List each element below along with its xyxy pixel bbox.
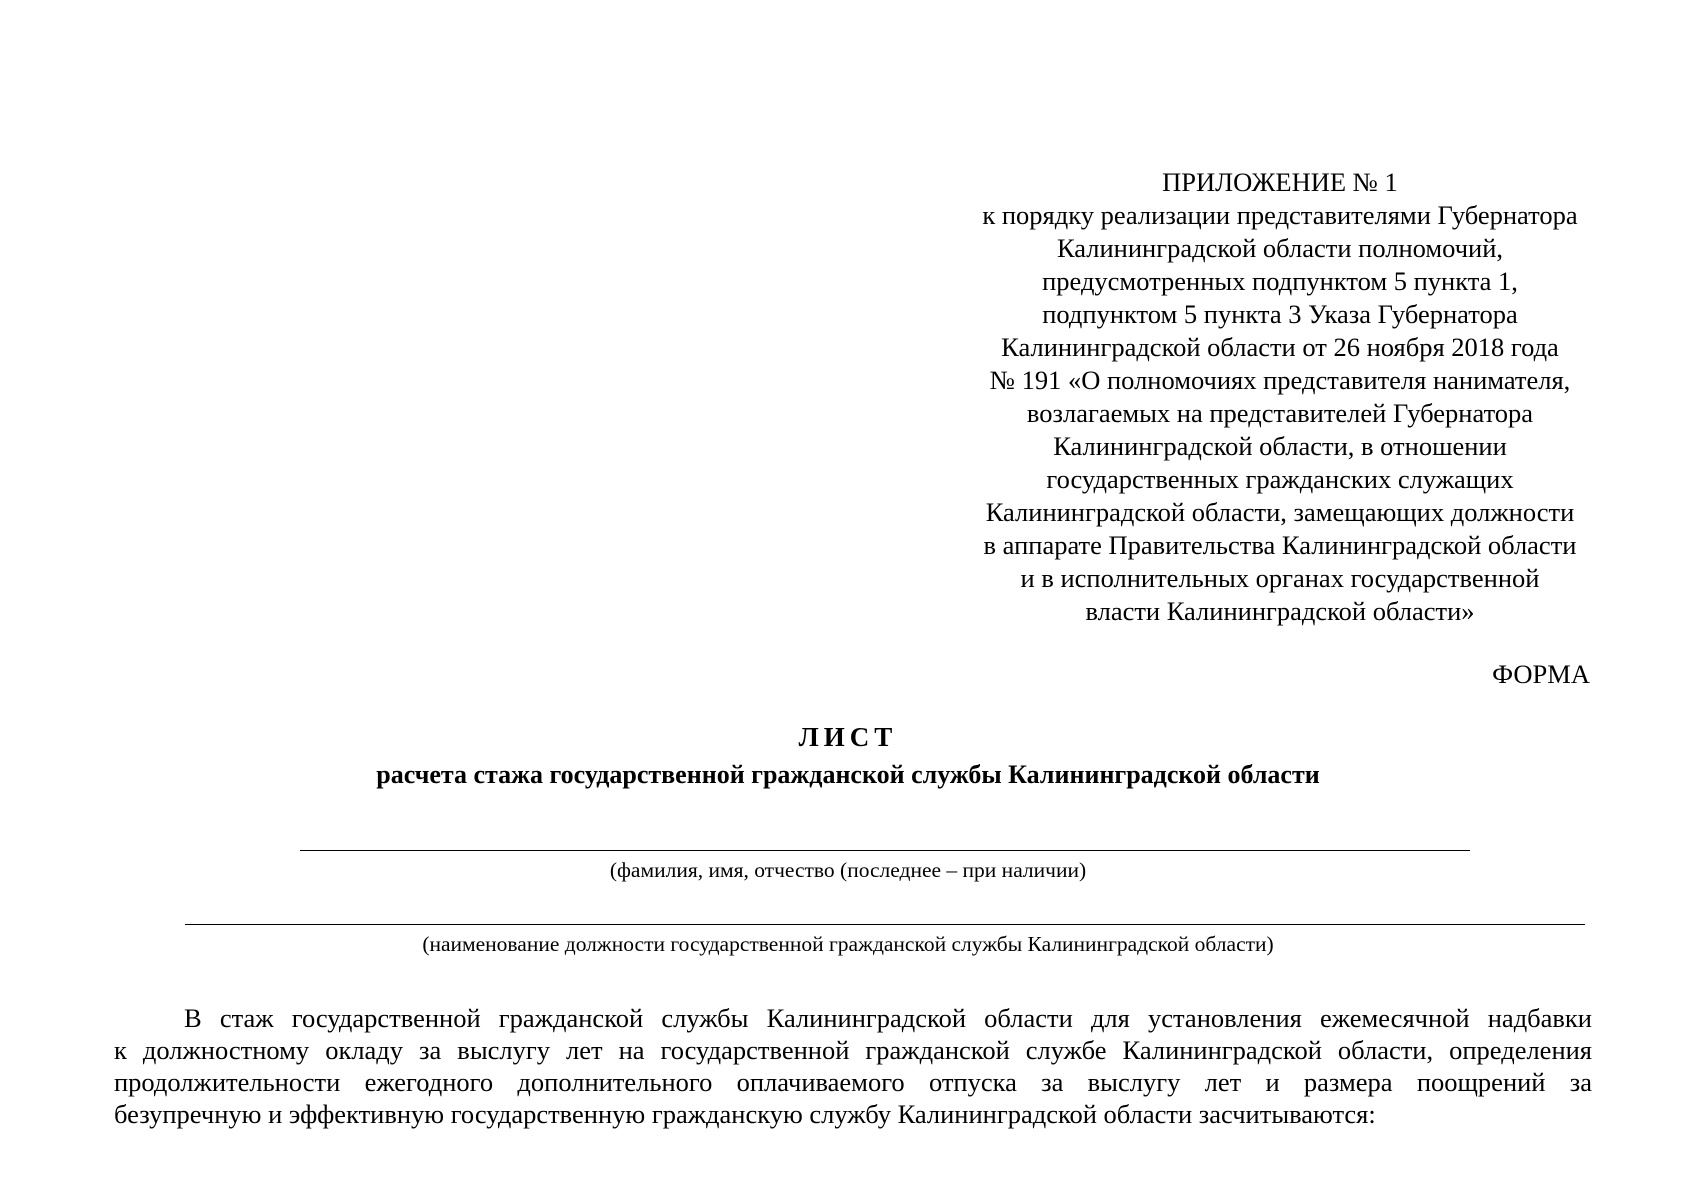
document-subtitle: расчета стажа государственной гражданской службы Калининградской области	[376, 760, 1320, 789]
name-field-line[interactable]	[300, 850, 1470, 851]
appendix-line: Калининградской области полномочий,	[1056, 233, 1504, 263]
appendix-line: в аппарате Правительства Калининградской области	[983, 530, 1577, 560]
appendix-heading: ПРИЛОЖЕНИЕ № 1	[1162, 167, 1398, 197]
paragraph-line: безупречную и эффективную государственную гражданскую службу Калининградской области засчитываются:	[114, 1099, 1376, 1129]
name-field-caption: (фамилия, имя, отчество (последнее – при наличии)	[609, 858, 1087, 882]
appendix-line: № 191 «О полномочиях представителя нанимателя,	[989, 365, 1571, 395]
appendix-line: предусмотренных подпунктом 5 пункта 1,	[1042, 266, 1518, 296]
paragraph-line: В стаж государственной гражданской службы Калининградской области для установления ежемесячной надбавки	[184, 1003, 1592, 1033]
appendix-line: Калининградской области от 26 ноября 2018 года	[1001, 332, 1559, 362]
appendix-line: и в исполнительных органах государственной	[1020, 563, 1540, 593]
appendix-line: Калининградской области, в отношении	[1053, 431, 1507, 461]
body-paragraph	[114, 1002, 1592, 1130]
paragraph-line: к должностному окладу за выслугу лет на государственной гражданской службе Калининградской области, определения	[114, 1035, 1592, 1065]
appendix-line: возлагаемых на представителей Губернатора	[1026, 398, 1534, 428]
form-label: ФОРМА	[1492, 659, 1590, 689]
appendix-block	[940, 166, 1620, 628]
document-title: ЛИСТ	[798, 722, 898, 752]
appendix-line: государственных гражданских служащих	[1046, 464, 1514, 494]
appendix-line: подпунктом 5 пункта 3 Указа Губернатора	[1042, 299, 1518, 329]
position-field-caption: (наименование должности государственной гражданской службы Калининградской области)	[422, 932, 1274, 956]
paragraph-line: продолжительности ежегодного дополнительного оплачиваемого отпуска за выслугу лет и размера поощрений за	[114, 1067, 1592, 1097]
appendix-line: Калининградской области, замещающих должности	[985, 497, 1575, 527]
appendix-line: власти Калининградской области»	[1085, 596, 1475, 626]
position-field-line[interactable]	[185, 924, 1585, 925]
appendix-line: к порядку реализации представителями Губернатора	[982, 200, 1578, 230]
